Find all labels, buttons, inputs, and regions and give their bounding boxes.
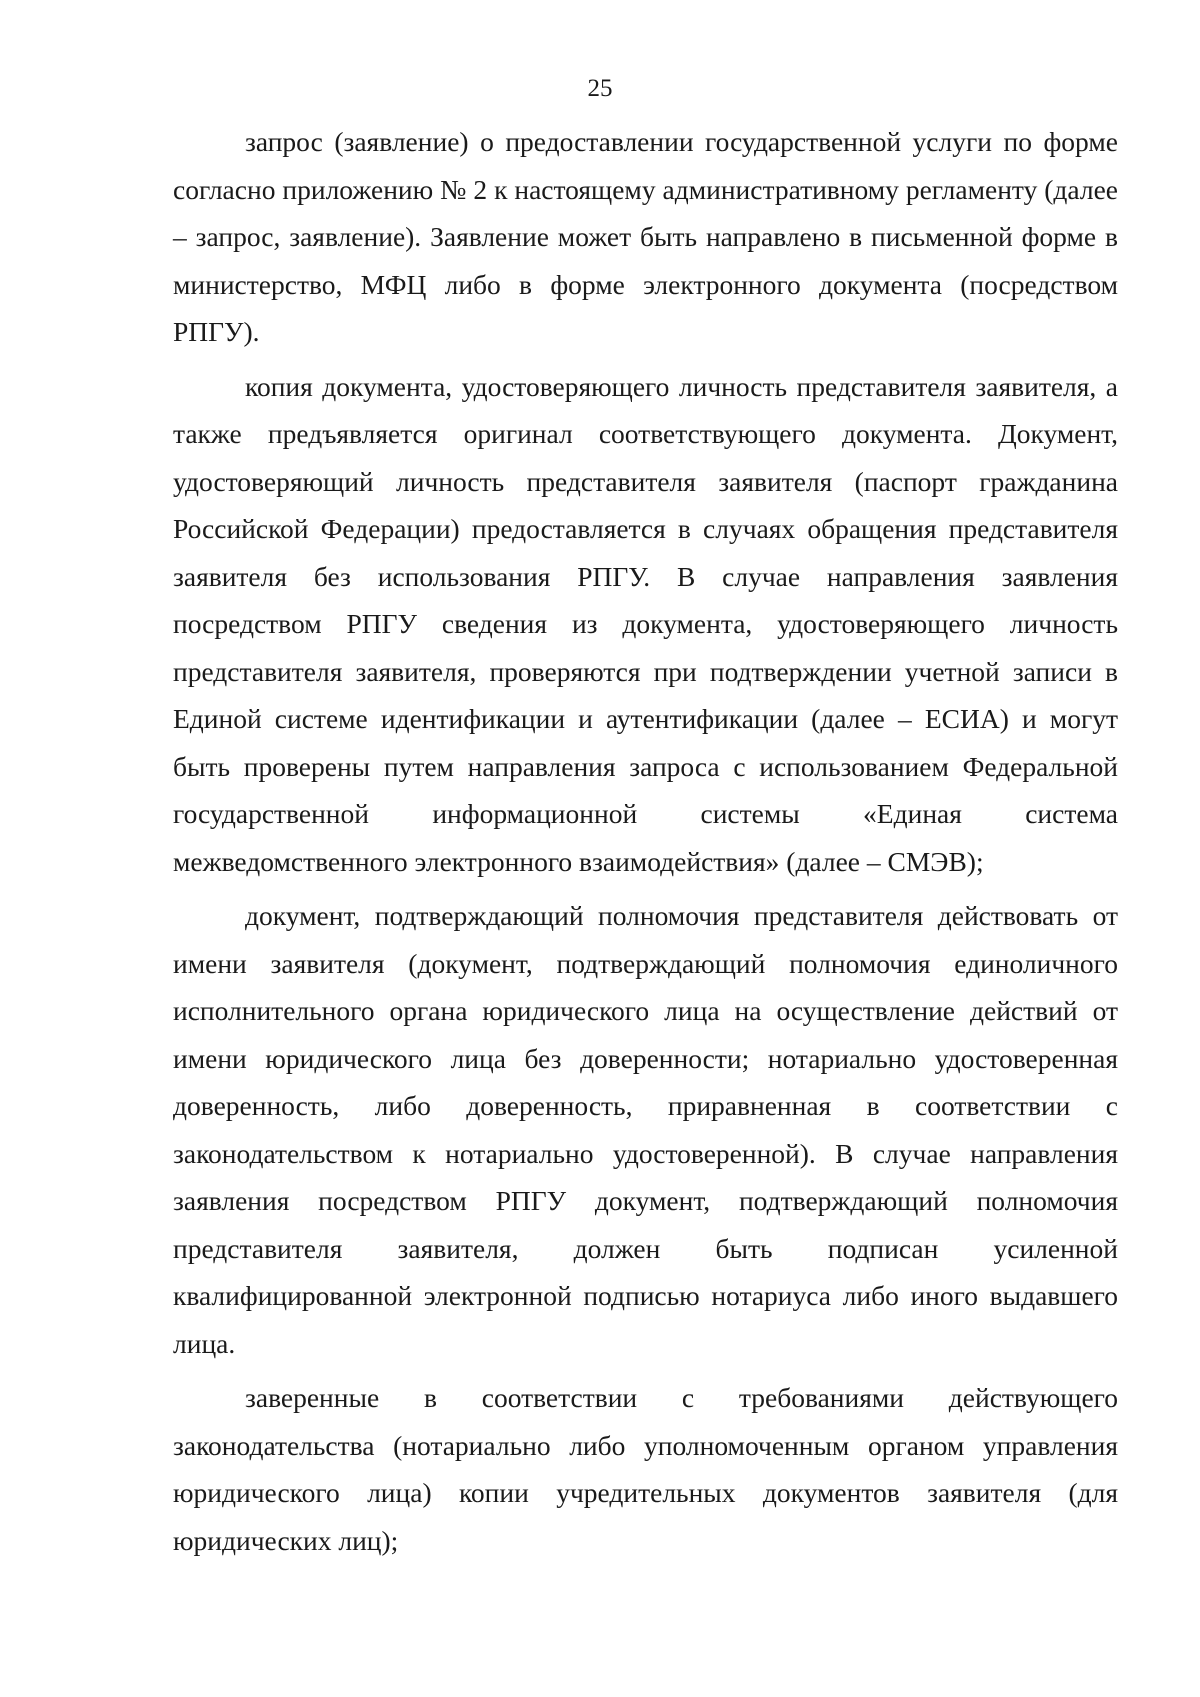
page-number: 25 xyxy=(587,75,613,102)
paragraph-constituent-documents: заверенные в соответствии с требованиями действующего законодательства (нотариально либо уполномоченным органом управления юридического лица) копии учредительных документов заявителя (для юридических лиц); xyxy=(173,1382,1118,1556)
document-body xyxy=(173,118,1118,1571)
paragraph-application-request: запрос (заявление) о предоставлении государственной услуги по форме согласно приложению № 2 к настоящему административному регламенту (далее – запрос, заявление). Заявление может быть направлено в письменной форме в министерство, МФЦ либо в форме электронного документа (посредством РПГУ). xyxy=(173,126,1118,347)
paragraph-identity-document-copy: копия документа, удостоверяющего личность представителя заявителя, а также предъявляется оригинал соответствующего документа. Документ, удостоверяющий личность представителя заявителя (паспорт гражданина Российской Федерации) предоставляется в случаях обращения представителя заявителя без использования РПГУ. В случае направления заявления посредством РПГУ сведения из документа, удостоверяющего личность представителя заявителя, проверяются при подтверждении учетной записи в Единой системе идентификации и аутентификации (далее – ЕСИА) и могут быть проверены путем направления запроса с использованием Федеральной государственной информационной системы «Единая система межведомственного электронного взаимодействия» (далее – СМЭВ); xyxy=(173,370,1118,877)
paragraph-authority-document: документ, подтверждающий полномочия представителя действовать от имени заявителя (документ, подтверждающий полномочия единоличного исполнительного органа юридического лица на осуществление действий от имени юридического лица без доверенности; нотариально удостоверенная доверенность, либо доверенность, приравненная в соответствии с законодательством к нотариально удостоверенной). В случае направления заявления посредством РПГУ документ, подтверждающий полномочия представителя заявителя, должен быть подписан усиленной квалифицированной электронной подписью нотариуса либо иного выдавшего лица. xyxy=(173,900,1118,1359)
